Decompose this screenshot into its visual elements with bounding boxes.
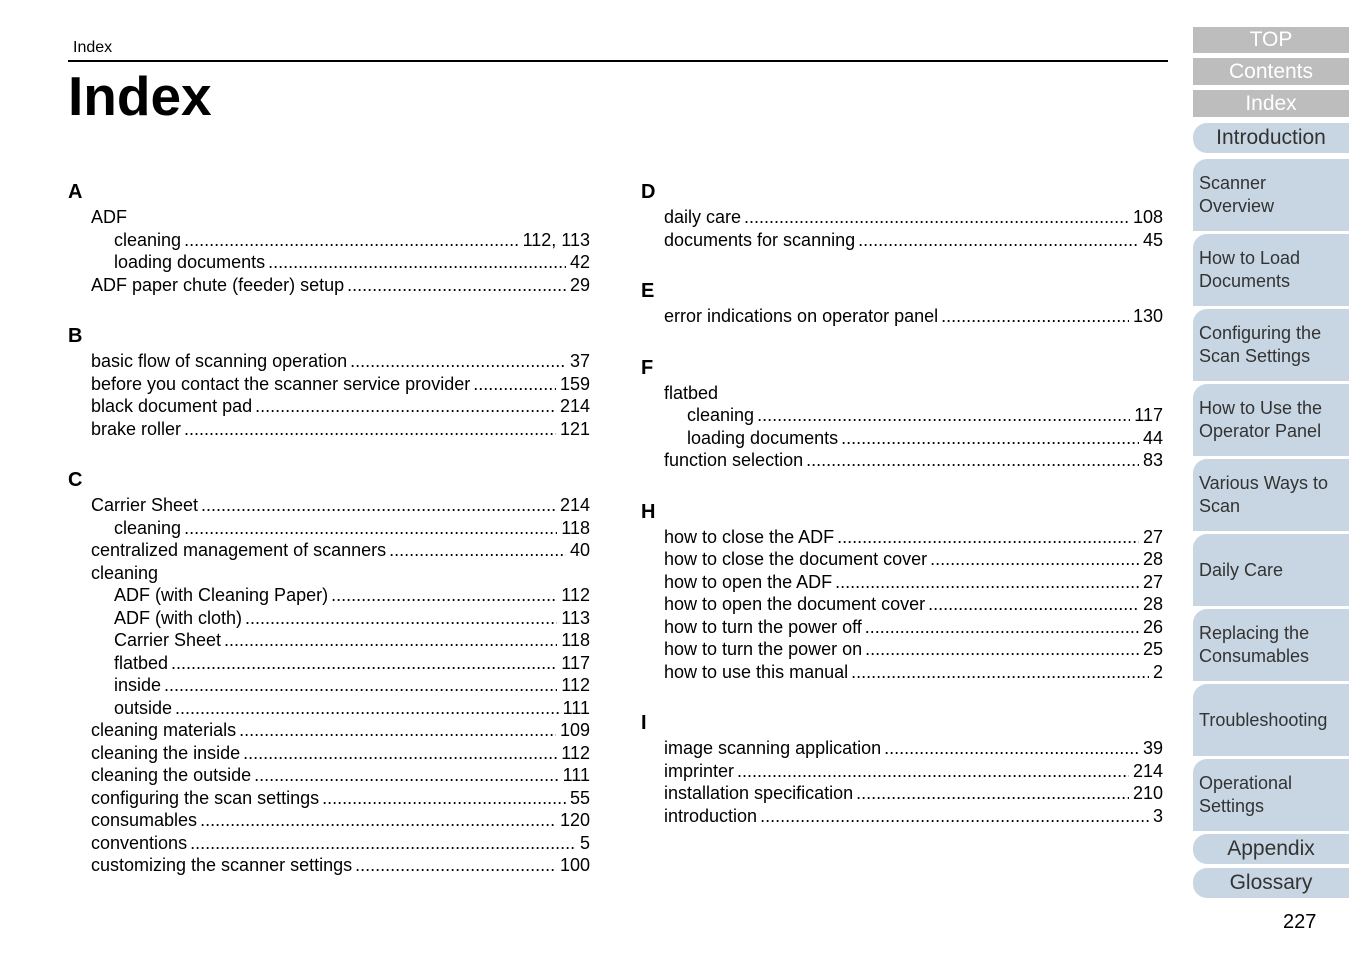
index-term: brake roller — [91, 418, 182, 439]
index-term: configuring the scan settings — [91, 787, 320, 808]
page-reference-link[interactable]: 120 — [559, 810, 590, 830]
index-term: how to close the document cover — [664, 549, 928, 569]
index-entry[interactable] — [68, 764, 590, 787]
page-reference-link[interactable]: 29 — [569, 274, 590, 295]
dot-leader — [175, 697, 559, 720]
dot-leader — [200, 809, 556, 832]
dot-leader — [858, 229, 1139, 252]
nav-chapter-button[interactable] — [1193, 309, 1349, 381]
index-entry[interactable] — [68, 607, 590, 630]
page-reference-link[interactable]: 27 — [1142, 571, 1163, 592]
dot-leader — [331, 584, 557, 607]
nav-chapter-label: Configuring the — [1199, 323, 1322, 343]
section-letter: D — [641, 181, 656, 203]
nav-chapter-label: Troubleshooting — [1199, 709, 1328, 730]
dot-leader — [190, 832, 576, 855]
dot-leader — [350, 350, 566, 373]
index-entry[interactable] — [68, 674, 590, 697]
page-reference-link[interactable]: 27 — [1142, 526, 1163, 547]
index-entry[interactable] — [68, 787, 590, 810]
index-entry[interactable] — [641, 427, 1163, 450]
index-term: customizing the scanner settings — [91, 855, 353, 875]
dot-leader — [255, 395, 556, 418]
index-entry[interactable] — [68, 832, 590, 855]
page-reference-link[interactable]: 117 — [561, 652, 590, 673]
index-term: loading documents — [114, 252, 266, 272]
index-entry[interactable] — [641, 571, 1163, 594]
section-letter: E — [641, 280, 655, 302]
page-reference-link[interactable]: 112 — [561, 585, 590, 605]
index-entry[interactable] — [641, 737, 1163, 760]
section-letter: H — [641, 500, 656, 523]
index-entry[interactable] — [641, 206, 1163, 229]
index-term: conventions — [91, 832, 188, 853]
index-entry[interactable] — [68, 274, 590, 297]
index-term: how to turn the power on — [664, 639, 863, 659]
dot-leader — [245, 607, 557, 630]
index-term: documents for scanning — [664, 229, 856, 250]
index-term: introduction — [664, 805, 758, 826]
dot-leader — [865, 616, 1139, 639]
dot-leader — [865, 638, 1139, 661]
nav-contents-button[interactable]: Contents — [1193, 58, 1349, 85]
index-entry[interactable] — [641, 449, 1163, 472]
dot-leader — [941, 305, 1129, 328]
nav-chapter-button[interactable] — [1193, 684, 1349, 756]
index-section — [641, 498, 1163, 684]
index-column-left — [68, 178, 590, 877]
index-term: function selection — [664, 450, 804, 470]
dot-leader — [347, 274, 566, 297]
index-section — [641, 709, 1163, 827]
index-term: daily care — [664, 207, 742, 227]
dot-leader — [835, 571, 1139, 594]
page-reference-link[interactable]: 214 — [559, 396, 590, 416]
index-term: imprinter — [664, 760, 735, 781]
page-reference-link[interactable]: 44 — [1142, 427, 1163, 448]
index-entry[interactable] — [641, 548, 1163, 571]
nav-chapter-label: Operator Panel — [1199, 421, 1322, 441]
page-reference-link[interactable]: 112, 113 — [522, 229, 590, 250]
nav-chapter-label: Settings — [1199, 796, 1265, 816]
dot-leader — [856, 782, 1129, 805]
index-entry[interactable] — [641, 805, 1163, 828]
dot-leader — [322, 787, 566, 810]
nav-chapter-button[interactable] — [1193, 384, 1349, 456]
index-term: cleaning — [114, 229, 182, 250]
nav-chapter-label: Operational — [1199, 773, 1293, 793]
index-entry[interactable] — [68, 742, 590, 765]
nav-chapter-label: Various Ways to — [1199, 473, 1329, 493]
dot-leader — [744, 206, 1129, 229]
index-entry[interactable] — [68, 584, 590, 607]
page-number: 227 — [1283, 911, 1317, 933]
index-term: Carrier Sheet — [91, 495, 199, 515]
dot-leader — [928, 593, 1139, 616]
dot-leader — [239, 719, 556, 742]
index-entry[interactable] — [68, 719, 590, 742]
page-reference-link[interactable]: 3 — [1152, 805, 1163, 826]
index-section — [68, 466, 590, 877]
index-section — [68, 322, 590, 440]
dot-leader — [851, 661, 1149, 684]
dot-leader — [184, 229, 519, 252]
section-letter: C — [68, 469, 83, 491]
index-section — [641, 178, 1163, 251]
header-rule — [68, 60, 1168, 62]
index-term: flatbed — [664, 382, 719, 403]
index-entry[interactable] — [68, 418, 590, 441]
index-term: how to turn the power off — [664, 616, 862, 637]
nav-appendix-button[interactable]: Appendix — [1193, 834, 1349, 864]
page-reference-link[interactable]: 42 — [569, 252, 590, 272]
page-reference-link[interactable]: 109 — [559, 720, 590, 740]
page-reference-link[interactable]: 159 — [559, 373, 590, 394]
dot-leader — [184, 517, 557, 540]
section-letter: A — [68, 181, 83, 203]
index-term: how to open the ADF — [664, 571, 833, 592]
nav-introduction-button[interactable]: Introduction — [1193, 123, 1349, 153]
index-term: ADF (with cloth) — [114, 607, 243, 628]
page-reference-link[interactable]: 108 — [1132, 207, 1163, 227]
dot-leader — [224, 629, 557, 652]
index-entry[interactable] — [68, 395, 590, 418]
dot-leader — [164, 674, 557, 697]
index-term: installation specification — [664, 783, 854, 803]
page-reference-link[interactable]: 214 — [1132, 760, 1163, 781]
index-entry[interactable] — [641, 760, 1163, 783]
index-term: image scanning application — [664, 738, 882, 758]
nav-chapter-label: How to Load — [1199, 248, 1301, 268]
page-reference-link[interactable]: 117 — [1134, 405, 1163, 425]
page-reference-link[interactable]: 118 — [561, 517, 590, 538]
page-reference-link[interactable]: 113 — [561, 607, 590, 628]
index-entry[interactable] — [68, 494, 590, 517]
index-term: cleaning the inside — [91, 742, 241, 763]
nav-chapter-button[interactable] — [1193, 234, 1349, 306]
index-term: ADF paper chute (feeder) setup — [91, 274, 345, 295]
page-title: Index — [68, 65, 212, 127]
index-entry[interactable] — [641, 382, 1163, 405]
page-reference-link[interactable]: 37 — [569, 351, 590, 371]
index-entry[interactable] — [68, 517, 590, 540]
index-entry[interactable] — [641, 593, 1163, 616]
dot-leader — [737, 760, 1129, 783]
page-reference-link[interactable]: 214 — [559, 495, 590, 515]
nav-chapter-button[interactable] — [1193, 459, 1349, 531]
index-term: ADF — [91, 207, 127, 227]
dot-leader — [171, 652, 557, 675]
nav-chapter-label: Scanner — [1199, 173, 1267, 193]
index-entry[interactable] — [68, 251, 590, 274]
page-reference-link[interactable]: 100 — [559, 855, 590, 875]
index-entry[interactable] — [641, 782, 1163, 805]
index-term: centralized management of scanners — [91, 540, 387, 560]
index-entry[interactable] — [641, 638, 1163, 661]
nav-chapter-label: How to Use the — [1199, 398, 1323, 418]
nav-chapter-label: Overview — [1199, 196, 1275, 216]
running-header: Index — [73, 39, 113, 56]
section-letter: I — [641, 712, 647, 734]
nav-chapter-label: Scan Settings — [1199, 346, 1311, 366]
dot-leader — [243, 742, 557, 765]
index-entry[interactable] — [68, 350, 590, 373]
index-term: cleaning — [91, 562, 159, 583]
index-term: error indications on operator panel — [664, 306, 939, 326]
index-term: inside — [114, 675, 162, 695]
dot-leader — [201, 494, 556, 517]
index-entry[interactable] — [68, 652, 590, 675]
nav-chapter-label: Consumables — [1199, 646, 1310, 666]
page-reference-link[interactable]: 83 — [1142, 450, 1163, 470]
page-reference-link[interactable]: 112 — [561, 742, 590, 763]
index-term: cleaning materials — [91, 720, 237, 740]
index-entry[interactable] — [641, 305, 1163, 328]
index-term: outside — [114, 697, 173, 718]
page-reference-link[interactable]: 210 — [1132, 783, 1163, 803]
page-reference-link[interactable]: 118 — [561, 630, 590, 650]
page-reference-link[interactable]: 26 — [1142, 616, 1163, 637]
page-reference-link[interactable]: 130 — [1132, 306, 1163, 326]
index-entry[interactable] — [641, 661, 1163, 684]
index-entry[interactable] — [68, 373, 590, 396]
index-term: Carrier Sheet — [114, 630, 222, 650]
nav-top-button[interactable]: TOP — [1193, 27, 1349, 53]
index-term: how to close the ADF — [664, 526, 835, 547]
index-term: cleaning — [114, 517, 182, 538]
index-term: black document pad — [91, 396, 253, 416]
dot-leader — [884, 737, 1139, 760]
index-term: cleaning — [687, 405, 755, 425]
nav-chapter-button[interactable] — [1193, 534, 1349, 606]
index-entry[interactable] — [68, 539, 590, 562]
nav-chapter-label: Daily Care — [1199, 559, 1284, 580]
index-entry[interactable] — [68, 809, 590, 832]
page-reference-link[interactable]: 39 — [1142, 738, 1163, 758]
nav-glossary-button[interactable]: Glossary — [1193, 868, 1349, 898]
index-entry[interactable] — [68, 562, 590, 585]
page-reference-link[interactable]: 2 — [1152, 661, 1163, 682]
index-entry[interactable] — [641, 616, 1163, 639]
page-reference-link[interactable]: 28 — [1142, 549, 1163, 569]
nav-index-button[interactable]: Index — [1193, 90, 1349, 117]
index-term: how to use this manual — [664, 661, 849, 682]
index-section — [641, 354, 1163, 472]
index-column-right — [641, 178, 1163, 827]
section-letter: B — [68, 325, 83, 347]
dot-leader — [473, 373, 556, 396]
page-reference-link[interactable]: 5 — [579, 832, 590, 853]
dot-leader — [355, 854, 556, 877]
index-entry[interactable] — [68, 629, 590, 652]
index-section — [68, 178, 590, 296]
index-entry[interactable] — [641, 229, 1163, 252]
nav-chapter-label: Replacing the — [1199, 623, 1310, 643]
index-term: flatbed — [114, 652, 169, 673]
dot-leader — [184, 418, 556, 441]
index-term: loading documents — [687, 427, 839, 448]
page-reference-link[interactable]: 111 — [562, 765, 590, 785]
page-reference-link[interactable]: 111 — [562, 697, 590, 718]
dot-leader — [389, 539, 566, 562]
nav-chapter-button[interactable] — [1193, 159, 1349, 231]
index-term: basic flow of scanning operation — [91, 351, 348, 371]
index-entry[interactable] — [641, 526, 1163, 549]
page-reference-link[interactable]: 28 — [1142, 594, 1163, 614]
nav-chapter-button[interactable] — [1193, 759, 1349, 831]
index-term: how to open the document cover — [664, 594, 926, 614]
index-term: ADF (with Cleaning Paper) — [114, 585, 329, 605]
dot-leader — [254, 764, 559, 787]
index-entry[interactable] — [68, 206, 590, 229]
dot-leader — [806, 449, 1139, 472]
page-reference-link[interactable]: 121 — [559, 418, 590, 439]
dot-leader — [268, 251, 566, 274]
index-entry[interactable] — [68, 697, 590, 720]
dot-leader — [837, 526, 1139, 549]
index-entry[interactable] — [641, 404, 1163, 427]
index-term: cleaning the outside — [91, 765, 252, 785]
index-term: before you contact the scanner service provider — [91, 373, 471, 394]
nav-chapter-label: Documents — [1199, 271, 1291, 291]
nav-chapter-button[interactable] — [1193, 609, 1349, 681]
nav-chapter-label: Scan — [1199, 496, 1241, 516]
dot-leader — [757, 404, 1130, 427]
page-reference-link[interactable]: 45 — [1142, 229, 1163, 250]
dot-leader — [760, 805, 1149, 828]
index-entry[interactable] — [68, 229, 590, 252]
index-entry[interactable] — [68, 854, 590, 877]
dot-leader — [930, 548, 1139, 571]
index-term: consumables — [91, 810, 198, 830]
page-reference-link[interactable]: 40 — [569, 540, 590, 560]
page-reference-link[interactable]: 112 — [561, 675, 590, 695]
page-reference-link[interactable]: 25 — [1142, 639, 1163, 659]
index-section — [641, 277, 1163, 328]
dot-leader — [841, 427, 1139, 450]
section-letter: F — [641, 356, 654, 379]
page-reference-link[interactable]: 55 — [569, 787, 590, 808]
